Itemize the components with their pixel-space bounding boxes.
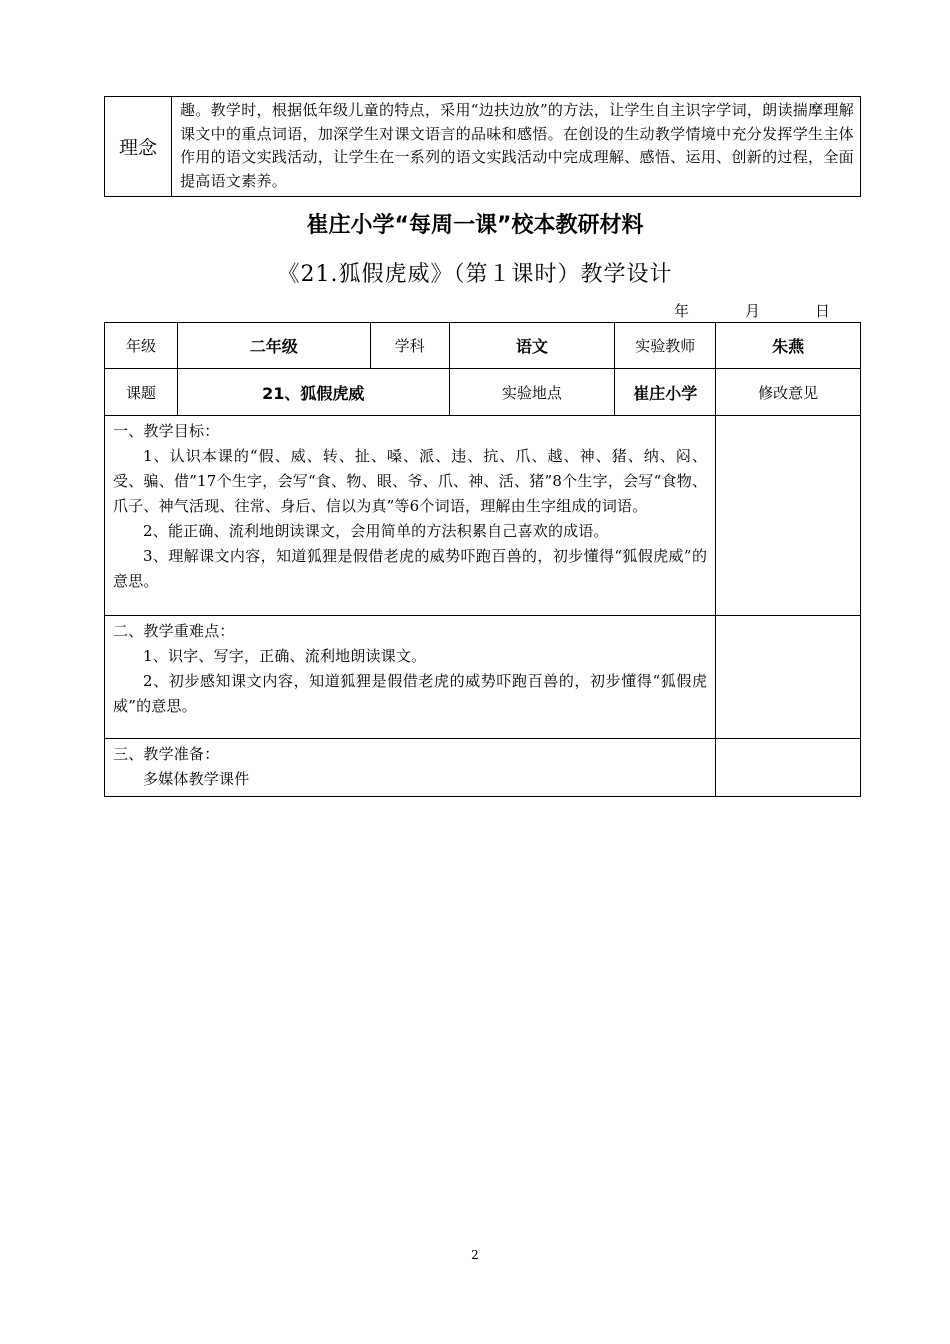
revise-label: 修改意见 bbox=[716, 369, 861, 416]
grade-value: 二年级 bbox=[177, 323, 370, 369]
date-year: 年 bbox=[674, 302, 690, 320]
preparation-cell bbox=[105, 739, 716, 797]
preparation-item: 多媒体教学课件 bbox=[143, 770, 250, 788]
page-number: 2 bbox=[471, 1248, 479, 1262]
date-month: 月 bbox=[745, 302, 761, 320]
document-title: 崔庄小学“每周一课”校本教研材料 bbox=[306, 213, 644, 238]
keypoint-item: 2、初步感知课文内容，知道狐狸是假借老虎的威势吓跑百兽的，初步懂得“狐假虎威”的意思。 bbox=[113, 672, 708, 715]
preparation-revise-cell bbox=[716, 739, 861, 797]
place-label: 实验地点 bbox=[449, 369, 615, 416]
goals-cell bbox=[105, 416, 716, 616]
concept-label: 理念 bbox=[105, 97, 172, 197]
concept-table bbox=[104, 96, 861, 197]
teacher-label: 实验教师 bbox=[615, 323, 716, 369]
info-row-2 bbox=[105, 369, 861, 416]
keypoints-cell bbox=[105, 616, 716, 739]
place-value: 崔庄小学 bbox=[615, 369, 716, 416]
topic-value: 21、狐假虎威 bbox=[177, 369, 449, 416]
concept-text: 趣。教学时，根据低年级儿童的特点，采用“边扶边放”的方法，让学生自主识字学词，朗读揣摩理解课文中的重点词语，加深学生对课文语言的品味和感悟。在创设的生动教学情境中充分发挥学生主体作用的语文实践活动，让学生在一系列的语文实践活动中完成理解、感悟、运用、创新的过程，全面提高语文素养。 bbox=[172, 97, 861, 197]
preparation-row bbox=[105, 739, 861, 797]
goals-revise-cell bbox=[716, 416, 861, 616]
subject-label: 学科 bbox=[370, 323, 449, 369]
preparation-heading: 三、教学准备： bbox=[113, 745, 220, 763]
lesson-title: 《21.狐假虎威》（第１课时）教学设计 bbox=[277, 262, 673, 287]
keypoints-heading: 二、教学重难点： bbox=[113, 622, 235, 640]
grade-label: 年级 bbox=[105, 323, 178, 369]
keypoint-item: 1、识字、写字，正确、流利地朗读课文。 bbox=[143, 647, 427, 665]
teacher-value: 朱燕 bbox=[716, 323, 861, 369]
keypoints-row bbox=[105, 616, 861, 739]
subject-value: 语文 bbox=[449, 323, 615, 369]
date-day: 日 bbox=[815, 302, 831, 320]
goals-row bbox=[105, 416, 861, 616]
info-row-1 bbox=[105, 323, 861, 369]
goal-item: 3、理解课文内容，知道狐狸是假借老虎的威势吓跑百兽的，初步懂得“狐假虎威”的意思。 bbox=[113, 547, 708, 590]
goals-heading: 一、教学目标： bbox=[113, 422, 220, 440]
lesson-table bbox=[104, 322, 861, 797]
topic-label: 课题 bbox=[105, 369, 178, 416]
goal-item: 2、能正确、流利地朗读课文，会用简单的方法积累自己喜欢的成语。 bbox=[143, 522, 609, 540]
keypoints-revise-cell bbox=[716, 616, 861, 739]
goal-item: 1、认识本课的“假、威、转、扯、嗓、派、违、抗、爪、越、神、猪、纳、闷、受、骗、借”17个生字，会写“食、物、眼、爷、爪、神、活、猪”8个生字，会写“食物、爪子、神气活现、往常、身后、信以为真”等6个词语，理解由生字组成的词语。 bbox=[113, 447, 708, 515]
